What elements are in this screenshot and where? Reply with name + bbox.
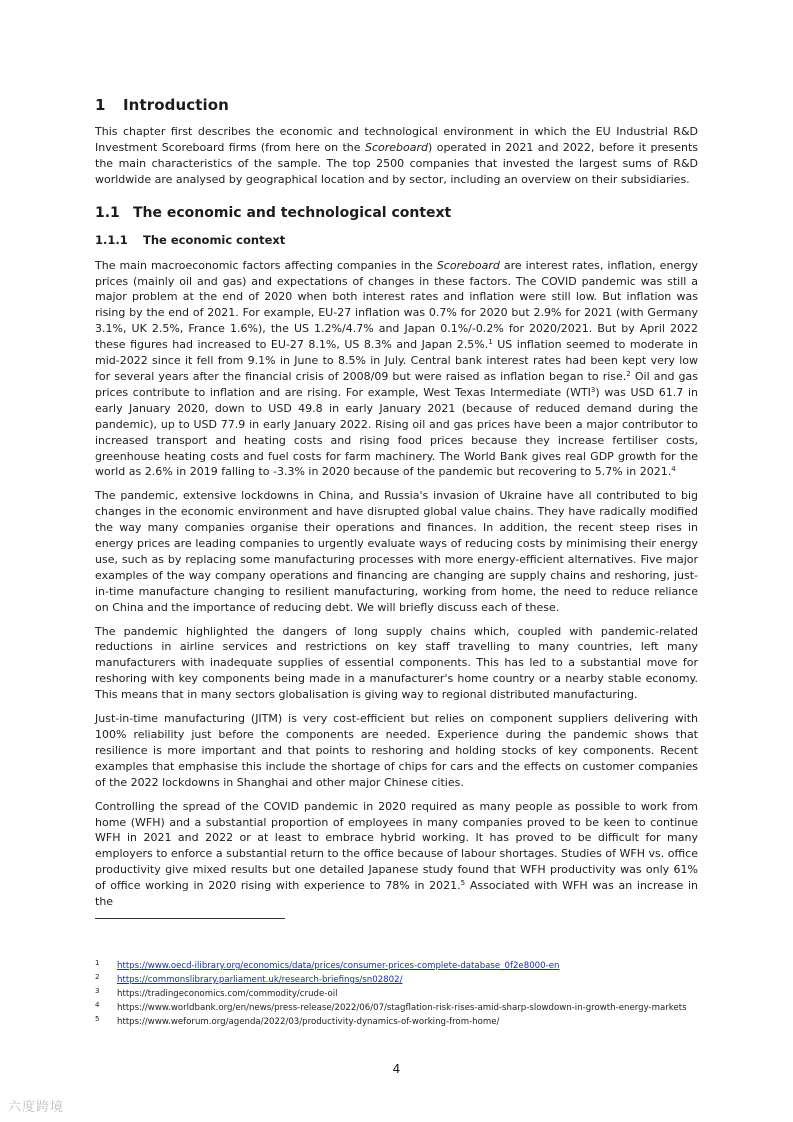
watermark: 六度跨境	[8, 1100, 65, 1115]
section-number: 1.1.1	[95, 232, 128, 247]
footnote-ref-2[interactable]: 2	[626, 369, 631, 378]
footnote-separator	[95, 918, 285, 919]
footnote-text: https://tradingeconomics.com/commodity/crude-oil	[117, 989, 338, 999]
paragraph-supply-chains: The pandemic highlighted the dangers of long supply chains which, coupled with pandemic-related reductions in airline services and restrictions on key staff travelling to many countries, left many manufacturers with inadequate supplies of essential components. This has led to a substantial move for reshoring with key components being made in a manufacturer's home country or a nearby stable economy. This means that in many sectors globalisation is giving way to regional distributed manufacturing.	[95, 624, 698, 702]
footnote-1: 1 https://www.oecd-ilibrary.org/economics/data/prices/consumer-prices-complete-database_0f2e8000-en	[95, 959, 560, 971]
intro-paragraph: This chapter first describes the economic and technological environment in which the EU Industrial R&D Investment Scoreboard firms (from here on the Scoreboard) operated in 2021 and 2022, before it presents the main characteristics of the sample. The top 2500 companies that invested the largest sums of R&D worldwide are analysed by geographical location and by sector, including an overview on their subsidiaries.	[95, 125, 699, 186]
footnote-ref-5[interactable]: 5	[460, 879, 466, 888]
footnote-3: 3 https://tradingeconomics.com/commodity/crude-oil	[95, 987, 338, 999]
footnote-ref-1[interactable]: 1	[488, 338, 493, 347]
footnote-link[interactable]: https://commonslibrary.parliament.uk/research-briefings/sn02802/	[117, 975, 403, 985]
document-body	[95, 96, 698, 918]
section-title: The economic and technological context	[133, 204, 452, 221]
footnote-text: https://www.weforum.org/agenda/2022/03/productivity-dynamics-of-working-from-home/	[117, 1017, 500, 1027]
subsection-heading-economic-context	[95, 233, 698, 247]
section-title: The economic context	[143, 232, 286, 247]
footnote-4: 4 https://www.worldbank.org/en/news/press-release/2022/06/07/stagflation-risk-rises-amid-sharp-slowdown-in-growth-energy-markets	[95, 1001, 687, 1013]
footnote-text: https://www.worldbank.org/en/news/press-release/2022/06/07/stagflation-risk-rises-amid-sharp-slowdown-in-growth-energy-markets	[117, 1003, 687, 1013]
paragraph-jitm: Just-in-time manufacturing (JITM) is very cost-efficient but relies on component suppliers delivering with 100% reliability just before the components are needed. Experience during the pandemic shows that resilience is more important and that points to reshoring and holding stocks of key components. Recent examples that emphasise this include the shortage of chips for cars and the effects on customer companies of the 2022 lockdowns in Shanghai and other major Chinese cities.	[95, 712, 698, 789]
footnote-link[interactable]: https://www.oecd-ilibrary.org/economics/data/prices/consumer-prices-complete-database_0f2e8000-en	[117, 961, 560, 971]
section-number: 1.1	[95, 204, 120, 221]
section-title: Introduction	[123, 96, 229, 114]
footnote-ref-3[interactable]: 3	[590, 385, 596, 394]
section-heading-economic-technological-context	[95, 205, 698, 221]
footnote-5: 5 https://www.weforum.org/agenda/2022/03/productivity-dynamics-of-working-from-home/	[95, 1015, 500, 1027]
footnote-ref-4[interactable]: 4	[671, 465, 676, 474]
paragraph-wfh: Controlling the spread of the COVID pandemic in 2020 required as many people as possible to work from home (WFH) and a substantial proportion of employees in many companies proved to be keen to continue WFH in 2021 and 2022 or at least to embrace hybrid working. It has proved to be difficult for many employers to enforce a substantial return to the office because of labour shortages. Studies of WFH vs. office productivity give mixed results but one detailed Japanese study found that WFH productivity was only 61% of office working in 2020 rising with experience to 78% in 2021.$^5$ Associated with WFH was an increase in the	[95, 799, 698, 909]
paragraph-pandemic-changes: The pandemic, extensive lockdowns in China, and Russia's invasion of Ukraine have all contributed to big changes in the economic environment and have disrupted global value chains. They have radically modified the way many companies organise their operations and finances. In addition, the recent steep rises in energy prices are leading companies to urgently evaluate ways of reducing costs by minimising their energy use, such as by replacing some manufacturing processes with more energy-efficient alternatives. Five major examples of the way company operations and financing are changing are supply chains and reshoring, just-in-time manufacture changing to resilient manufacturing, working from home, the need to reduce reliance on China and the importance of reducing debt. We will briefly discuss each of these.	[95, 489, 698, 614]
page-number: 4	[392, 1062, 401, 1076]
footnote-2: 2 https://commonslibrary.parliament.uk/research-briefings/sn02802/	[95, 973, 403, 985]
paragraph-macroeconomic-factors: The main macroeconomic factors affecting companies in the Scoreboard are interest rates, inflation, energy prices (mainly oil and gas) and expectations of changes in these factors. The COVID pandemic was still a major problem at the end of 2020 when both interest rates and inflation were still low. But inflation was rising by the end of 2021. For example, EU-27 inflation was 0.7% for 2020 but 2.9% for 2021 (with Germany 3.1%, UK 2.5%, France 1.6%), the US 1.2%/4.7% and Japan 0.1%/-0.2% for 2020/2021. But by April 2022 these figures had increased to EU-27 8.1%, US 8.3% and Japan 2.5%.$^1$ US inflation seemed to moderate in mid-2022 since it fell from 9.1% in June to 8.5% in July. Central bank interest rates had been kept very low for several years after the financial crisis of 2008/09 but were raised as inflation began to rise.$^2$ Oil and gas prices contribute to inflation and are rising. For example, West Texas Intermediate (WTI$^3$) was USD 61.7 in early January 2020, down to USD 49.8 in early January 2021 (because of reduced demand during the pandemic), up to USD 77.9 in early January 2022. Rising oil and gas prices have been a major contributor to increased transport and heating costs and rising food prices because they increase fertiliser costs, greenhouse heating costs and fuel costs for farm machinery. The World Bank gives real GDP growth for the world as 2.6% in 2019 falling to -3.3% in 2020 because of the pandemic but recovering to 5.7% in 2021.$^4$	[95, 258, 699, 479]
section-heading-introduction	[95, 96, 698, 114]
section-number: 1	[95, 96, 106, 114]
